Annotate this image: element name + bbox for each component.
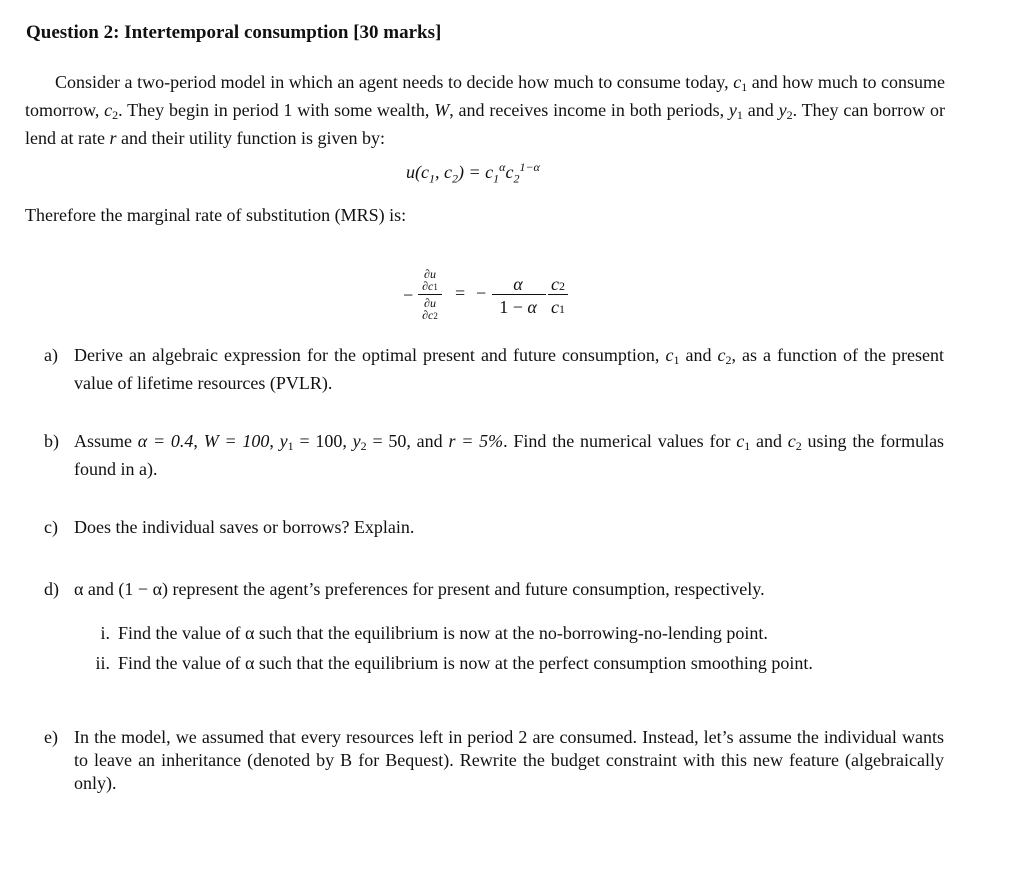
part-d-i-text: Find the value of α such that the equilibrium is now at the no-borrowing-no-lending point. [118, 623, 768, 643]
part-d-text: α and (1 − α) represent the agent’s preferences for present and future consumption, respectively. [74, 579, 765, 599]
part-a-text: Derive an algebraic expression for the optimal present and future consumption, $c_1$ and $c_2$, as a function of the present value of lifetime resources (PVLR). [74, 345, 944, 393]
part-c-label: c) [44, 517, 58, 537]
part-d-ii-label: ii. [95, 653, 110, 673]
part-d-i-label: i. [100, 623, 110, 643]
part-e-label: e) [44, 727, 58, 747]
part-d-label: d) [44, 579, 59, 599]
part-c-text: Does the individual saves or borrows? Explain. [74, 517, 415, 537]
mrs-equation: − ∂u ∂c1 ∂u ∂c2 = − α 1 − α c2 c1 [402, 262, 582, 328]
part-d-ii-text: Find the value of α such that the equilibrium is now at the perfect consumption smoothing point. [118, 653, 813, 673]
part-b-label: b) [44, 431, 59, 451]
therefore-text: Therefore the marginal rate of substitution (MRS) is: [25, 205, 407, 225]
intro-paragraph: Consider a two-period model in which an agent needs to decide how much to consume today, $c_1$ and how much to consume tomorrow, $c_2$. They begin in period 1 with some wealth, W, and receives income in both periods, $y_1$ and $y_2$. They can borrow or lend at rate r and their utility function is given by: [25, 72, 945, 148]
utility-equation: $u(c_1$, $c_2) = c_1^\alpha c_2^{1-\alpha}$ [406, 160, 540, 186]
part-a-label: a) [44, 345, 58, 365]
question-title: Question 2: Intertemporal consumption [30 marks] [26, 22, 442, 43]
part-b-text: Assume α = 0.4, W = 100, $y_1 = 100$, $y_2 = 50$, and r = 5%. Find the numerical values for $c_1$ and $c_2$ using the formulas found in a). [74, 431, 945, 479]
part-e-text: In the model, we assumed that every resources left in period 2 are consumed. Instead, let’s assume the individual wants to leave an inheritance (denoted by B for Bequest). Rewrite the budget constraint with this new feature (algebraically only). [74, 727, 944, 793]
